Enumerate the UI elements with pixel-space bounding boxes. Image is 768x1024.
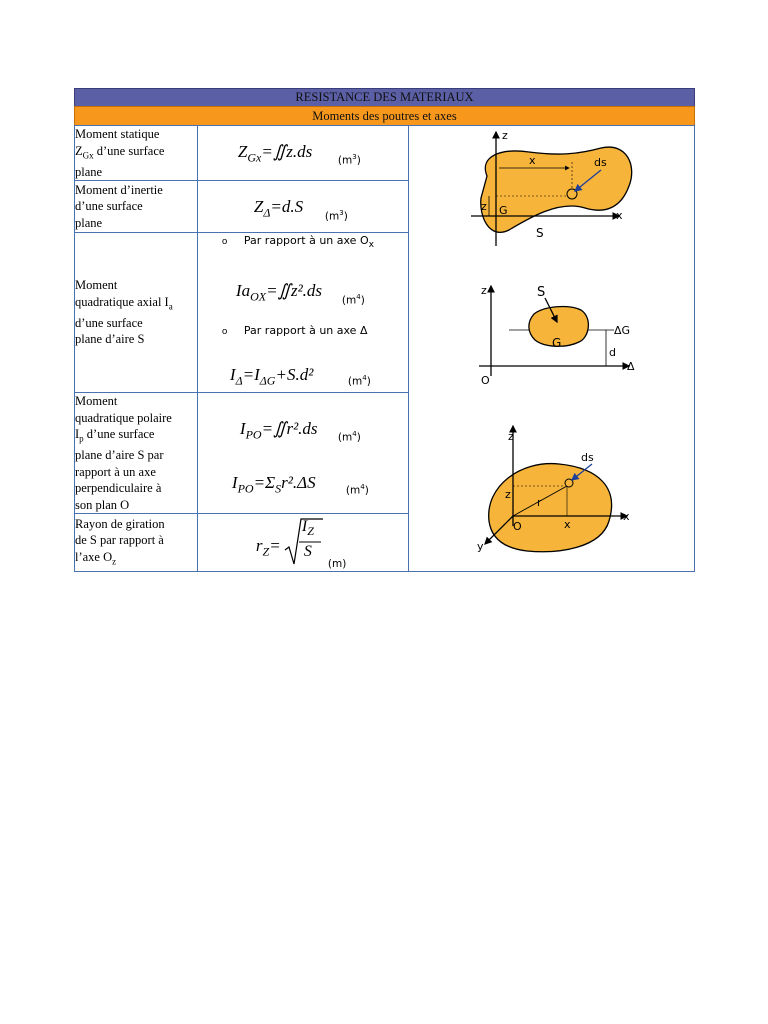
label-o-fig3: O xyxy=(512,520,522,533)
label-r-fig3: r xyxy=(536,496,542,509)
formula-cell-moment-polaire xyxy=(197,393,408,514)
formula-radius-numerator: $I_Z$ xyxy=(301,518,314,539)
label-g-fig2: G xyxy=(551,336,561,350)
formula-cell-moment-axial xyxy=(197,233,408,393)
label-moment-axial: Moment quadratique axial $I_a$ d’une surface plane d’aire S xyxy=(75,233,198,393)
row-moment-statique xyxy=(75,126,695,181)
label-rayon-giration: Rayon de giration de S par rapport à l’axe $O_z$ xyxy=(75,514,198,572)
formula-axial-delta: $I_\Delta=I_{\Delta G}+S.d^2$ xyxy=(229,365,314,388)
figure-surface-static xyxy=(471,129,632,246)
label-z-side-fig1: z xyxy=(480,200,487,213)
moments-table xyxy=(74,125,695,572)
label-s-fig2: S xyxy=(536,285,545,300)
formula-axial-ox: $Ia_{OX}=∬z^2.ds$ xyxy=(235,281,323,304)
shape-fig1 xyxy=(480,147,631,232)
formula-cell-rayon-giration xyxy=(197,514,408,572)
unit-moment-statique: $(m^3)$ xyxy=(337,153,361,167)
label-z-fig2: z xyxy=(480,284,487,297)
unit-axial-delta: $(m^4)$ xyxy=(347,374,371,388)
shape-fig3 xyxy=(488,464,611,552)
figure-parallel-axis xyxy=(479,284,635,387)
label-o-fig2: O xyxy=(480,374,490,387)
formula-polar-integral: $I_{PO}=∬r^2.ds$ xyxy=(239,419,318,442)
formula-cell-moment-statique xyxy=(197,126,408,181)
formula-cell-moment-inertie xyxy=(197,181,408,233)
sheet-title: RESISTANCE DES MATERIAUX xyxy=(74,88,695,107)
label-x-top-fig1: x xyxy=(528,154,536,167)
formula-moment-statique: $Z_{Gx}=∬z.ds$ xyxy=(237,142,313,165)
formula-moment-inertie: $Z_\Delta=d.S$ xyxy=(253,197,304,220)
label-x-small-fig3: x xyxy=(563,518,571,531)
label-z-side-fig3: z xyxy=(504,488,511,501)
label-delta-fig2: Δ xyxy=(626,360,635,373)
label-ds-fig3: ds xyxy=(580,451,594,464)
unit-polar-integral: $(m^4)$ xyxy=(337,430,361,444)
unit-axial-ox: $(m^4)$ xyxy=(341,293,365,307)
formula-radius-lhs: $r_Z=$ xyxy=(255,536,281,559)
sheet-subtitle: Moments des poutres et axes xyxy=(74,106,695,126)
label-x-axis-fig1: x xyxy=(615,209,623,222)
unit-radius: (m) xyxy=(327,558,347,570)
label-g-fig1: G xyxy=(498,204,508,217)
figures-svg xyxy=(409,126,694,566)
label-moment-polaire: Moment quadratique polaire $I_p$ d’une surface plane d’aire S par rapport à un axe perpendiculaire à son plan O xyxy=(75,393,198,514)
label-moment-statique: Moment statique $Z_{Gx}$ d’une surface plane xyxy=(75,126,198,181)
label-s-fig1: S xyxy=(535,226,544,240)
figures-cell xyxy=(408,126,694,572)
label-ds-fig1: ds xyxy=(593,156,607,169)
formula-radius-denominator: S xyxy=(303,543,312,560)
unit-polar-sum: $(m^4)$ xyxy=(345,483,369,497)
unit-moment-inertie: $(m^3)$ xyxy=(324,209,348,223)
label-dg-fig2: ΔG xyxy=(613,324,630,337)
label-moment-inertie: Moment d’inertie d’une surface plane xyxy=(75,181,198,233)
figure-polar xyxy=(477,426,630,553)
label-y-fig3: y xyxy=(476,540,484,553)
formula-sheet xyxy=(74,88,695,570)
label-z-fig3: z xyxy=(507,430,514,443)
label-d-fig2: d xyxy=(608,346,616,359)
label-x-axis-fig3: x xyxy=(622,510,630,523)
bullet-axis-ox: o Par rapport à un axe $O_x$ xyxy=(221,234,375,251)
bullet-axis-delta: o Par rapport à un axe Δ xyxy=(221,324,368,337)
label-z-fig1: z xyxy=(501,129,508,142)
formula-polar-sum: $I_{PO}=\Sigma_Sr^2.\Delta S$ xyxy=(231,473,316,496)
